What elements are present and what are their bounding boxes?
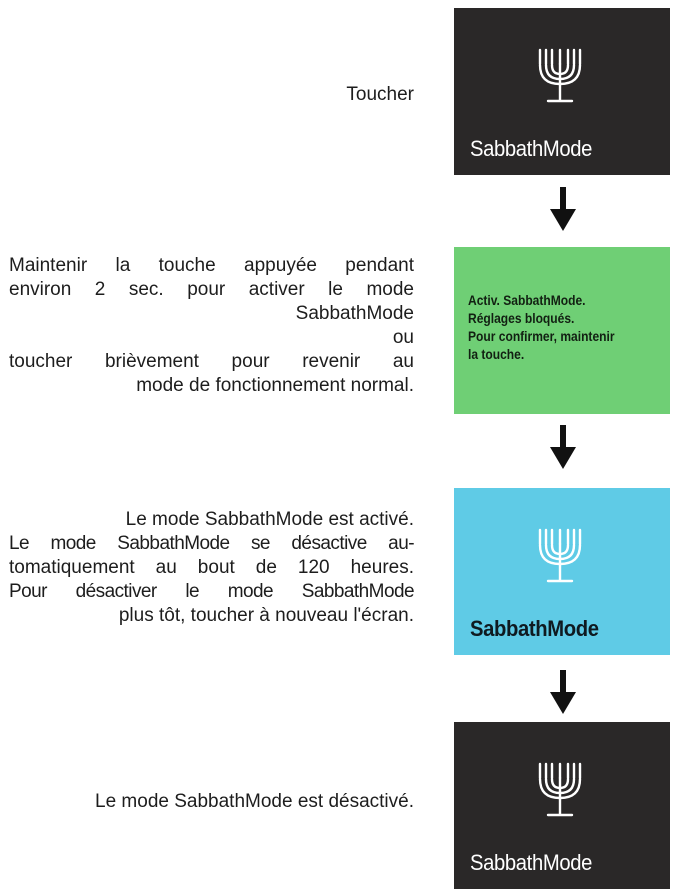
step-2-line: ou [392, 327, 414, 348]
sabbathmode-key-panel[interactable] [454, 8, 670, 175]
step-2-instruction [9, 254, 414, 398]
step-3-line: Le mode SabbathMode se désactive au- [9, 533, 414, 554]
sabbathmode-active-panel[interactable] [454, 488, 670, 655]
step-3-instruction [9, 508, 414, 628]
arrow-down-icon [550, 187, 576, 231]
arrow-down-icon [550, 670, 576, 714]
step-2-line: SabbathMode [295, 303, 414, 324]
panel-label: SabbathMode [470, 616, 599, 641]
step-2-line: Maintenir la touche appuyée pendant [9, 255, 414, 276]
step-1-instruction [346, 83, 414, 107]
menorah-icon [532, 762, 588, 820]
step-3-line: Le mode SabbathMode est activé. [125, 509, 414, 530]
confirmation-panel[interactable] [454, 247, 670, 414]
menorah-icon [532, 528, 588, 586]
step-3-line: Pour désactiver le mode SabbathMode [9, 581, 414, 602]
confirmation-line: la touche. [468, 346, 525, 362]
step-3-line: tomatiquement au bout de 120 heures. [9, 557, 414, 578]
step-2-line: toucher brièvement pour revenir au [9, 351, 414, 372]
step-4-line: Le mode SabbathMode est désactivé. [95, 791, 414, 812]
menorah-icon [532, 48, 588, 106]
confirmation-line: Réglages bloqués. [468, 310, 575, 326]
sabbathmode-key-panel[interactable] [454, 722, 670, 889]
step-2-line: mode de fonctionnement normal. [136, 375, 414, 396]
step-1-line: Toucher [346, 84, 414, 105]
confirmation-line: Pour confirmer, maintenir [468, 328, 615, 344]
confirmation-message [468, 291, 615, 363]
panel-label: SabbathMode [470, 136, 593, 161]
arrow-down-icon [550, 425, 576, 469]
step-3-line: plus tôt, toucher à nouveau l'écran. [118, 605, 414, 626]
confirmation-line: Activ. SabbathMode. [468, 292, 586, 308]
step-4-instruction [95, 790, 414, 814]
panel-label: SabbathMode [470, 850, 593, 875]
step-2-line: environ 2 sec. pour activer le mode [9, 279, 414, 300]
